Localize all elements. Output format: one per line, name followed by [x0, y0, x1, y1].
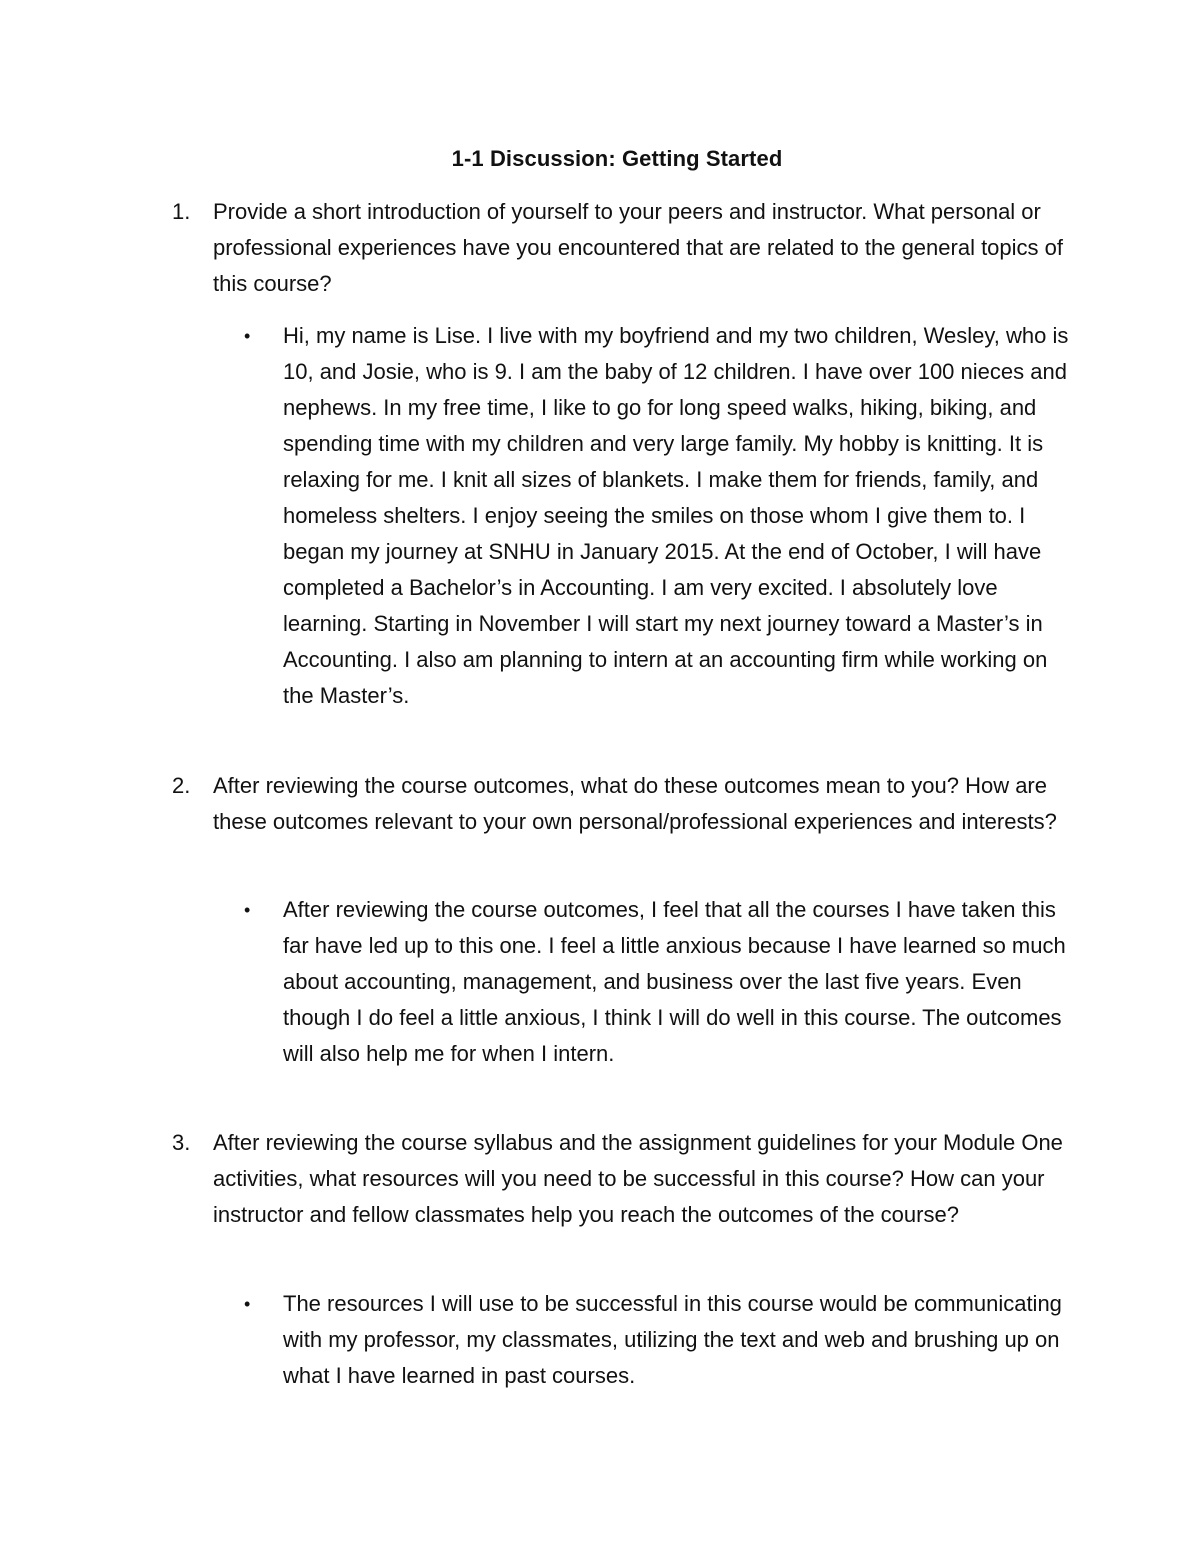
question-3	[172, 1125, 1072, 1233]
question-text: Provide a short introduction of yourself to your peers and instructor. What personal or professional experiences have you encountered that are related to the general topics of this course?	[213, 199, 1063, 296]
question-2	[172, 768, 1072, 840]
answer-3	[244, 1286, 1074, 1394]
answer-text: After reviewing the course outcomes, I feel that all the courses I have taken this far have led up to this one. I feel a little anxious because I have learned so much about accounting, management, and business over the last five years. Even though I do feel a little anxious, I think I will do well in this course. The outcomes will also help me for when I intern.	[283, 897, 1066, 1066]
bullet-icon: •	[244, 900, 251, 920]
answer-1	[244, 318, 1074, 714]
answer-text: The resources I will use to be successful in this course would be communicating with my professor, my classmates, utilizing the text and web and brushing up on what I have learned in past courses.	[283, 1291, 1062, 1388]
answer-2	[244, 892, 1074, 1072]
answer-text: Hi, my name is Lise. I live with my boyfriend and my two children, Wesley, who is 10, and Josie, who is 9. I am the baby of 12 children. I have over 100 nieces and nephews. In my free time, I like to go for long speed walks, hiking, biking, and spending time with my children and very large family. My hobby is knitting. It is relaxing for me. I knit all sizes of blankets. I make them for friends, family, and homeless shelters. I enjoy seeing the smiles on those whom I give them to. I began my journey at SNHU in January 2015. At the end of October, I will have completed a Bachelor’s in Accounting. I am very excited. I absolutely love learning. Starting in November I will start my next journey toward a Master’s in Accounting. I also am planning to intern at an accounting firm while working on the Master’s.	[283, 323, 1069, 708]
question-number: 2.	[172, 773, 191, 798]
document-title: 1-1 Discussion: Getting Started	[451, 146, 783, 171]
bullet-icon: •	[244, 1294, 251, 1314]
question-number: 3.	[172, 1130, 191, 1155]
question-number: 1.	[172, 199, 191, 224]
question-1	[172, 194, 1072, 302]
question-text: After reviewing the course outcomes, what do these outcomes mean to you? How are these outcomes relevant to your own personal/professional experiences and interests?	[213, 773, 1057, 834]
bullet-icon: •	[244, 326, 251, 346]
question-text: After reviewing the course syllabus and the assignment guidelines for your Module One activities, what resources will you need to be successful in this course? How can your instructor and fellow classmates help you reach the outcomes of the course?	[213, 1130, 1063, 1227]
